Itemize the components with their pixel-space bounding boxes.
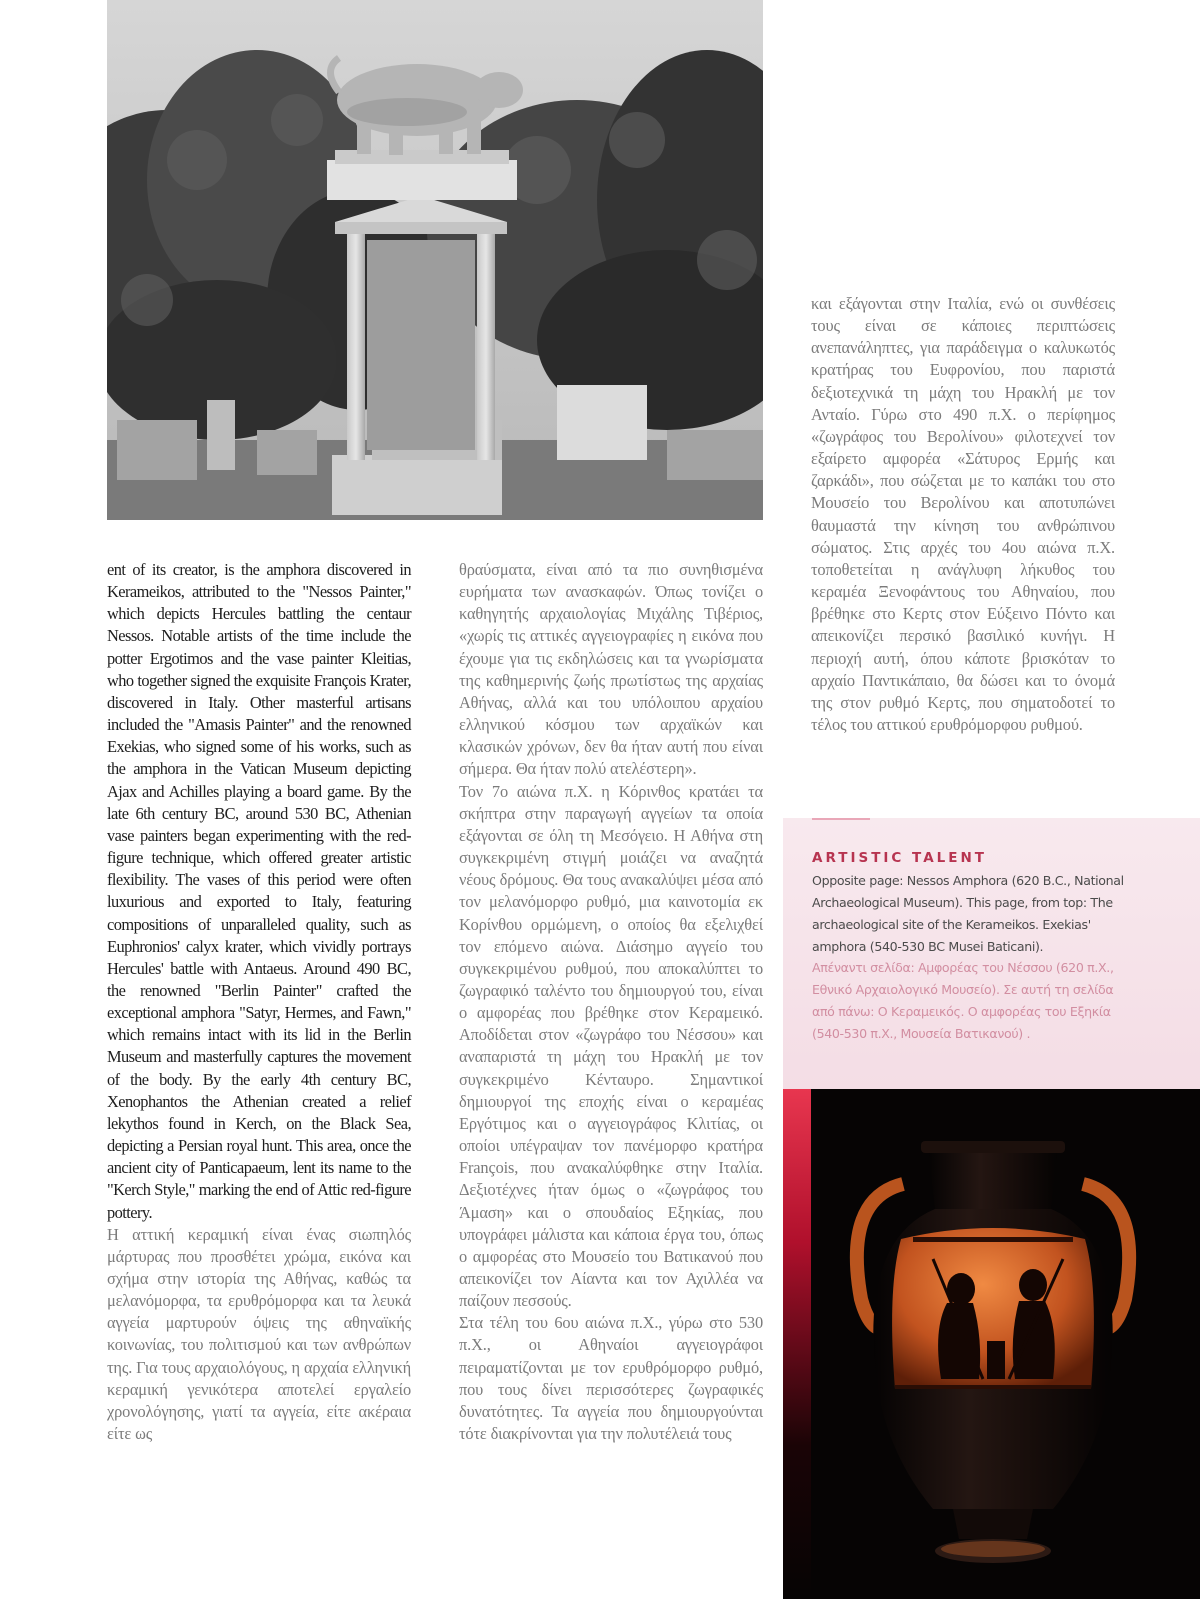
- greek-paragraph-3: Στα τέλη του 6ου αιώνα π.Χ., γύρω στο 530 π.Χ., οι Αθηναίοι αγγειογράφοι πειραματίζονται με τον ερυθρόμορφο ρυθμό, που τους δίνει περισσότερες ζωγραφικές δυνατότητες. Τα αγγεία που δημιουργούνται τότε διακρίνονται για την πολυτέλειά τους: [459, 1313, 763, 1444]
- text-column-1: [107, 559, 411, 1445]
- english-body-text: ent of its creator, is the amphora discovered in Kerameikos, attributed to the "Nessos Painter," which depicts Hercules battling the centaur Nessos. Notable artists of the time include the potter Ergotimos and the vase painter Kleitias, who together signed the exquisite François Krater, discovered in Italy. Other masterful artisans included the "Amasis Painter" and the renowned Exekias, who signed some of his works, such as the amphora in the Vatican Museum depicting Ajax and Achilles playing a board game. By the late 6th century BC, around 530 BC, Athenian vase painters began experimenting with the red-figure technique, which offered greater artistic flexibility. The vases of this period were often luxurious and exported to Italy, featuring compositions of unparalleled quality, such as Euphronios' calyx krater, which vividly portrays Hercules' battle with Antaeus. Around 490 BC, the renowned "Berlin Painter" crafted the exceptional amphora "Satyr, Hermes, and Fawn," which remains intact with its lid in the Berlin Museum and masterfully captures the movement of the body. By the early 4th century BC, Xenophantos the Athenian created a relief lekythos found in Kerch, on the Black Sea, depicting a Persian royal hunt. This area, once the ancient city of Panticapaeum, lent its name to the "Kerch Style," marking the end of Attic red-figure pottery.: [107, 560, 411, 1222]
- greek-paragraph-1: θραύσματα, είναι από τα πιο συνηθισμένα ευρήματα των ανασκαφών. Όπως τονίζει ο καθηγητής αρχαιολογίας Μιχάλης Τιβέριος, «χωρίς τις αττικές αγγειογραφίες η εικόνα που έχουμε για τις εκδηλώσεις και τα γνωρίσματα της καθημερινής ζωής πρωτίστως της αρχαίας Αθήνας, αλλά και του υπόλοιπου αρχαίου ελληνικού κόσμου των αρχαϊκών και κλασικών χρόνων, δεν θα ήταν αυτή που είναι σήμερα. Θα ήταν πολύ ατελέστερη».: [459, 560, 763, 779]
- caption-english: Opposite page: Nessos Amphora (620 B.C., National Archaeological Museum). This page, from top: The archaeological site of the Kerameikos. Exekias' amphora (540-530 BC Musei Baticani).: [812, 873, 1124, 954]
- caption-greek: Απέναντι σελίδα: Αμφορέας του Νέσσου (620 π.Χ., Εθνικό Αρχαιολογικό Μουσείο). Σε αυτή τη σελίδα από πάνω: Ο Κεραμεικός. Ο αμφορέας του Εξηκία (540-530 π.Χ., Μουσεία Βατικανού) .: [812, 960, 1114, 1041]
- text-column-3: [811, 293, 1115, 736]
- text-column-2: [459, 559, 763, 1445]
- greek-paragraph-2: Τον 7ο αιώνα π.Χ. η Κόρινθος κρατάει τα σκήπτρα στην παραγωγή αγγείων τα οποία εξάγονται σε όλη τη Μεσόγειο. Η Αθήνα στη συγκεκριμένη στιγμή μοιάζει να αναζητά νέους δρόμους. Θα τους ανακαλύψει μέσα από τον μελανόμορφο ρυθμό, μια καινοτομία εκ Κορίνθου ορμώμενη, ο οποίος θα εξελιχθεί τον επόμενο αιώνα. Διάσημο αγγείο του συγκεκριμένου ρυθμού, που αποκαλύπτει το ζωγραφικό ταλέντο του δημιουργού του, είναι ο αμφορέας που βρέθηκε στον Κεραμεικό. Αποδίδεται στον «ζωγράφο του Νέσσου» και αναπαριστά τη μάχη του Ηρακλή με τον συγκεκριμένο Κένταυρο. Σημαντικοί δημιουργοί της εποχής είναι ο κεραμέας Εργότιμος και ο αγγειογράφος Κλιτίας, οι οποίοι υπέγραψαν τον πανέμορφο κρατήρα François, που ανακαλύφθηκε στην Ιταλία. Δεξιοτέχνες ήταν όμως ο «ζωγράφος του Άμαση» και ο σπουδαίος Εξηκίας, που υπογράφει μάλιστα και κάποια έργα του, όπως ο αμφορέας στο Μουσείο του Βατικανού που απεικονίζει τον Αίαντα και τον Αχιλλέα να παίζουν πεσσούς.: [459, 781, 763, 1311]
- kerameikos-monument-photo: [107, 0, 763, 520]
- exekias-amphora-photo: [783, 1089, 1200, 1599]
- greek-body-text-col3: και εξάγονται στην Ιταλία, ενώ οι συνθέσεις τους είναι σε κάποιες περιπτώσεις ανεπανάληπτες, για παράδειγμα ο καλυκωτός κρατήρας του Ευφρονίου, που παριστά δεξιοτεχνικά τη μάχη του Ηρακλή με τον Ανταίο. Γύρω στο 490 π.Χ. ο περίφημος «ζωγράφος του Βερολίνου» φιλοτεχνεί τον εξαίρετο αμφορέα «Σάτυρος Ερμής και ζαρκάδι», που σώζεται με το καπάκι του στο Μουσείο του Βερολίνου και αποτυπώνει θαυμαστά την κίνηση του ανθρώπινου σώματος. Στις αρχές του 4ου αιώνα π.Χ. τοποθετείται η ανάγλυφη λήκυθος του κεραμέα Ξενοφάντους του Αθηναίου, που βρέθηκε στο Κερτς στον Εύξεινο Πόντο και απεικονίζει περσικό βασιλικό κυνήγι. Η περιοχή αυτή, όπου κάποτε βρισκόταν το αρχαίο Παντικάπαιο, θα δώσει και το όνομά της στον ρυθμό Κερτς, που σηματοδοτεί το τέλος του αττικού ερυθρόμορφου ρυθμού.: [811, 294, 1115, 734]
- caption-heading: ARTISTIC TALENT: [812, 850, 987, 866]
- accent-bar: [783, 1089, 811, 1599]
- caption-rule: [812, 818, 870, 820]
- monument-illustration: [107, 0, 763, 520]
- greek-body-text: Η αττική κεραμική είναι ένας σιωπηλός μάρτυρας που προσθέτει χρώμα, εικόνα και σχήμα στην ιστορία της Αθήνας, καθώς τα μελανόμορφα, τα ερυθρόμορφα και τα λευκά αγγεία μαρτυρούν όψεις της αθηναϊκής κοινωνίας, του πολιτισμού και των ανθρώπων της. Για τους αρχαιολόγους, η αρχαία ελληνική κεραμική γενικότερα αποτελεί εργαλείο χρονολόγησης, γιατί τα αγγεία, είτε ακέραια είτε ως: [107, 1224, 411, 1444]
- amphora-illustration: [783, 1089, 1200, 1599]
